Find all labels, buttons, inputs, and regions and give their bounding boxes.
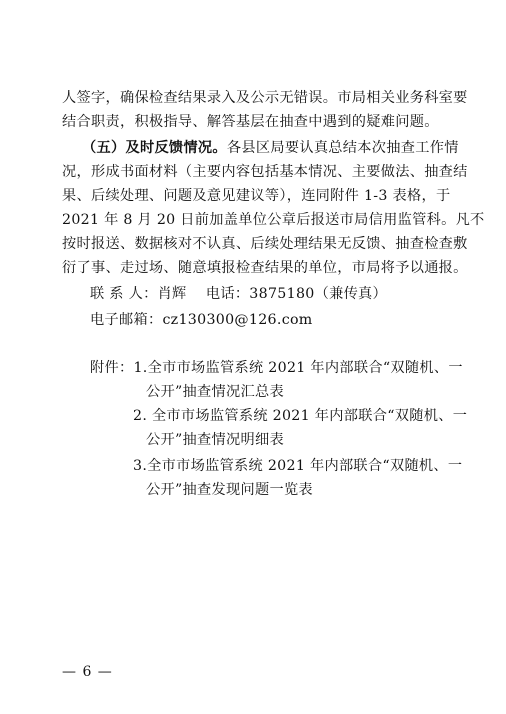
paragraph-line: 况，形成书面材料（主要内容包括基本情况、主要做法、抽查结 [62,164,468,180]
page-number: — 6 — [62,664,113,680]
attachment-1: 附件：1.全市市场监管系统 2021 年内部联合“双随机、一 [90,360,463,376]
attachment-3: 3.全市市场监管系统 2021 年内部联合“双随机、一 [133,458,463,474]
attachment-3-continued: 公开”抽查发现问题一览表 [146,482,313,498]
attachment-1-continued: 公开”抽查情况汇总表 [146,384,284,400]
paragraph-line: 结合职责，积极指导、解答基层在抽查中遇到的疑难问题。 [62,114,439,130]
paragraph-line: 按时报送、数据核对不认真、后续处理结果无反馈、抽查检查敷 [62,236,468,252]
paragraph-line: 衍了事、走过场、随意填报检查结果的单位，市局将予以通报。 [62,260,468,276]
email-line: 电子邮箱：cz130300@126.com [90,312,313,328]
attachment-2-continued: 公开”抽查情况明细表 [146,432,284,448]
attachment-2: 2. 全市市场监管系统 2021 年内部联合“双随机、一 [133,408,468,424]
contact-line: 联 系 人：肖辉 电话：3875180（兼传真） [90,286,388,302]
paragraph-text: 各县区局要认真总结本次抽查工作情 [226,140,459,156]
paragraph-line: 2021 年 8 月 20 日前加盖单位公章后报送市局信用监管科。凡不 [62,212,485,228]
paragraph-line: 人签字，确保检查结果录入及公示无错误。市局相关业务科室要 [62,90,468,106]
section-five-first-line [82,138,459,158]
section-heading: （五）及时反馈情况。 [82,140,227,156]
paragraph-line: 果、后续处理、问题及意见建议等），连同附件 1-3 表格，于 [62,188,451,204]
